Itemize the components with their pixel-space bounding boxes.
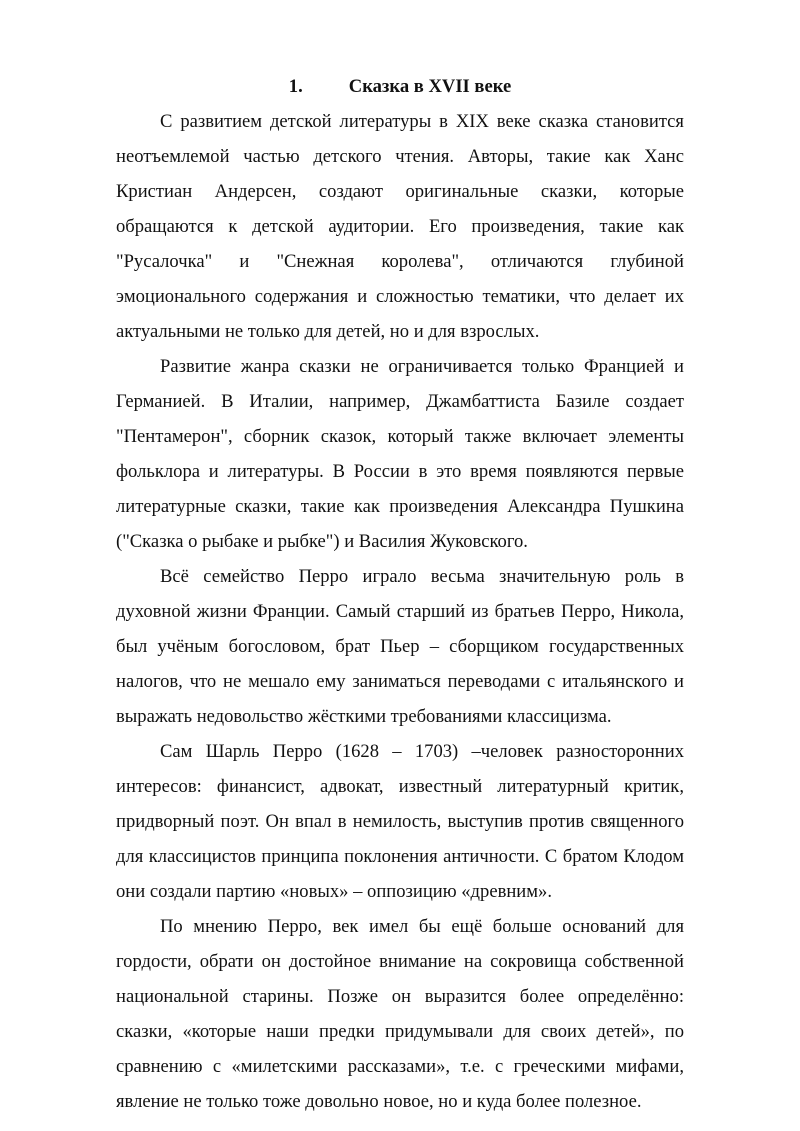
paragraph: С развитием детской литературы в XIX веке сказка становится неотъемлемой частью детского чтения. Авторы, такие как Ханс Кристиан Андерсен, создают оригинальные сказки, которые обращаются к детской аудитории. Его произведения, такие как "Русалочка" и "Снежная королева", отличаются глубиной эмоционального содержания и сложностью тематики, что делает их актуальными не только для детей, но и для взрослых. bbox=[116, 111, 684, 342]
section-number: 1. bbox=[288, 76, 303, 97]
paragraph: Развитие жанра сказки не ограничивается только Францией и Германией. В Италии, например, Джамбаттиста Базиле создает "Пентамерон", сборник сказок, который также включает элементы фольклора и литературы. В России в это время появляются первые литературные сказки, такие как произведения Александра Пушкина ("Сказка о рыбаке и рыбке") и Василия Жуковского. bbox=[116, 356, 684, 552]
section-title: Сказка в XVII веке bbox=[348, 76, 512, 97]
paragraph: Сам Шарль Перро (1628 – 1703) –человек разносторонних интересов: финансист, адвокат, известный литературный критик, придворный поэт. Он впал в немилость, выступив против священного для классицистов принципа поклонения античности. С братом Клодом они создали партию «новых» – оппозицию «древним». bbox=[116, 741, 684, 902]
section-heading bbox=[0, 74, 800, 100]
paragraph: Всё семейство Перро играло весьма значительную роль в духовной жизни Франции. Самый старший из братьев Перро, Никола, был учёным богословом, брат Пьер – сборщиком государственных налогов, что не мешало ему заниматься переводами с итальянского и выражать недовольство жёсткими требованиями классицизма. bbox=[116, 566, 684, 727]
body-text bbox=[116, 104, 684, 1119]
paragraph: По мнению Перро, век имел бы ещё больше оснований для гордости, обрати он достойное внимание на сокровища собственной национальной старины. Позже он выразится более определённо: сказки, «которые наши предки придумывали для своих детей», по сравнению с «милетскими рассказами», т.е. с греческими мифами, явление не только тоже довольно новое, но и куда более полезное. bbox=[116, 916, 684, 1112]
